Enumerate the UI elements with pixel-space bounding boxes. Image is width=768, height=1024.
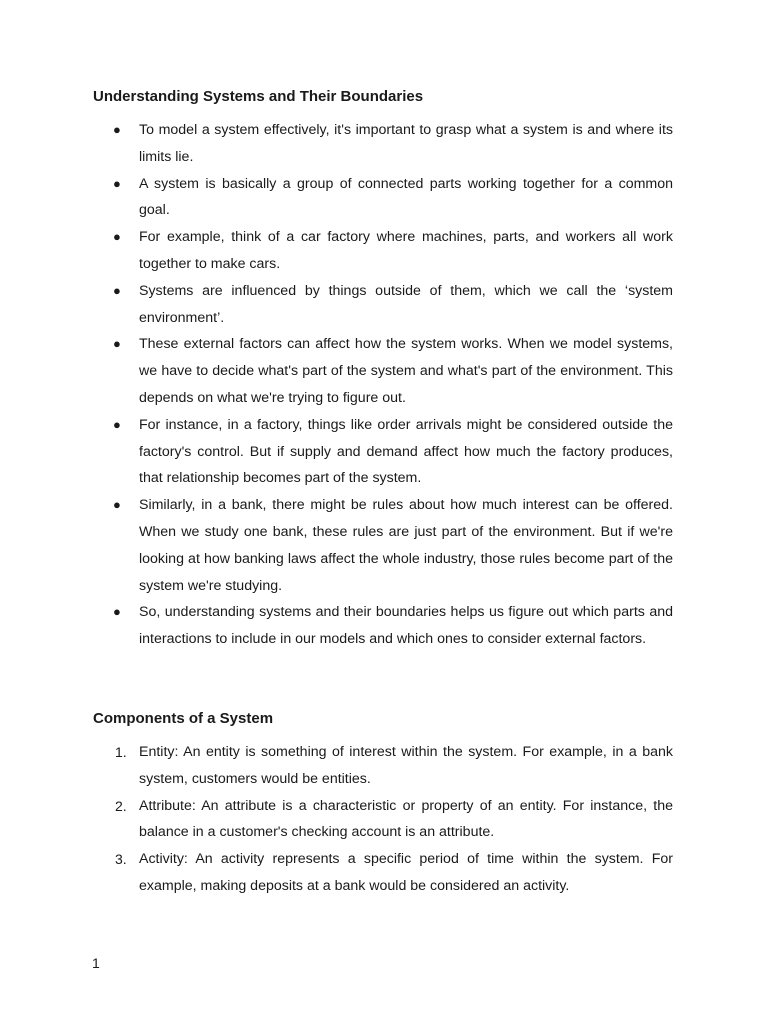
list-item bbox=[0, 492, 673, 599]
list-item bbox=[0, 331, 673, 411]
list-item-text: To model a system effectively, it's important to grasp what a system is and where its limits lie. bbox=[139, 122, 673, 165]
list-number: 3. bbox=[115, 851, 127, 868]
bullet-icon: ● bbox=[113, 122, 121, 137]
list-item bbox=[0, 117, 673, 171]
list-item-text: A system is basically a group of connected parts working together for a common goal. bbox=[139, 175, 673, 219]
list-item bbox=[0, 171, 673, 225]
list-item bbox=[0, 278, 673, 332]
list-item-text: For example, think of a car factory where machines, parts, and workers all work together to make cars. bbox=[139, 229, 673, 272]
list-item-text: Systems are influenced by things outside of them, which we call the ‘system environment’. bbox=[139, 282, 673, 326]
bullet-icon: ● bbox=[113, 416, 121, 432]
list-item-text: So, understanding systems and their boundaries helps us figure out which parts and interactions to include in our models and which ones to consider external factors. bbox=[139, 604, 673, 648]
list-item-text: Similarly, in a bank, there might be rules about how much interest can be offered. When we study one bank, these rules are just part of the environment. But if we're looking at how banking laws affect the whole industry, those rules become part of the system we're studying. bbox=[139, 497, 673, 594]
list-item bbox=[0, 224, 673, 278]
bullet-icon: ● bbox=[113, 282, 121, 298]
list-item bbox=[0, 412, 673, 492]
list-item-text: Entity: An entity is something of interest within the system. For example, in a bank system, customers would be entities. bbox=[139, 744, 673, 787]
bullet-icon: ● bbox=[113, 175, 121, 191]
list-item bbox=[0, 793, 673, 847]
list-item bbox=[0, 739, 673, 793]
boundaries-bullet-list bbox=[0, 117, 768, 653]
bullet-icon: ● bbox=[113, 604, 121, 620]
section-heading-components: Components of a System bbox=[93, 710, 274, 727]
list-item bbox=[0, 846, 673, 900]
components-numbered-list bbox=[0, 739, 768, 900]
list-item-text: Activity: An activity represents a specific period of time within the system. For example, making deposits at a bank would be considered an activity. bbox=[139, 851, 673, 894]
bullet-icon: ● bbox=[113, 229, 121, 245]
page-number: 1 bbox=[92, 955, 100, 971]
bullet-icon: ● bbox=[113, 336, 121, 352]
list-number: 1. bbox=[115, 744, 127, 760]
section-heading-systems-boundaries: Understanding Systems and Their Boundaries bbox=[93, 88, 424, 105]
bullet-icon: ● bbox=[113, 497, 121, 513]
list-item-text: Attribute: An attribute is a characteristic or property of an entity. For instance, the balance in a customer's checking account is an attribute. bbox=[139, 797, 673, 841]
list-item-text: For instance, in a factory, things like order arrivals might be considered outside the factory's control. But if supply and demand affect how much the factory produces, that relationship becomes part of the system. bbox=[139, 416, 673, 487]
list-item-text: These external factors can affect how the system works. When we model systems, we have to decide what's part of the system and what's part of the environment. This depends on what we're trying to figure out. bbox=[139, 336, 673, 406]
list-item bbox=[0, 599, 673, 653]
list-number: 2. bbox=[115, 797, 127, 814]
